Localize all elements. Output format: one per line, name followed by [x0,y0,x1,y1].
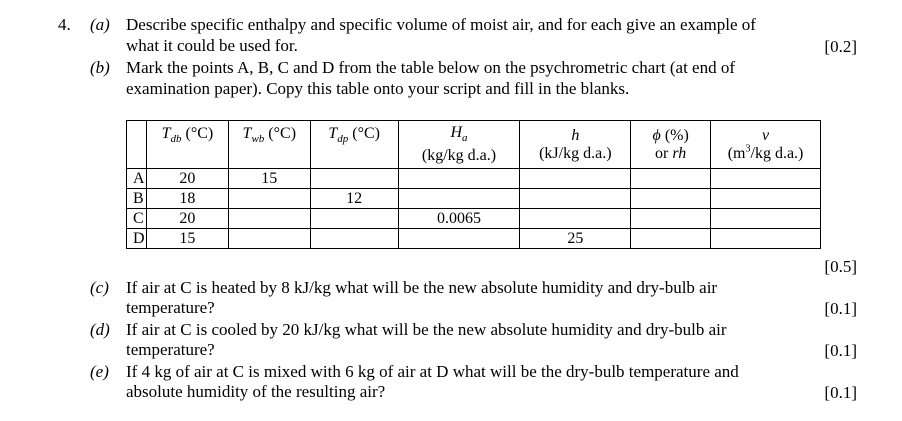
header-h: h (kJ/kg d.a.) [520,121,631,169]
table-row [127,229,821,249]
part-e-label: (e) [90,362,109,381]
cell-v [711,209,821,229]
cell-h [520,189,631,209]
part-e-line1: If 4 kg of air at C is mixed with 6 kg of air at D what will be the dry-bulb temperature and [126,362,739,381]
cell-tdb: 15 [146,229,228,249]
cell-phi [631,189,711,209]
cell-twb [228,189,310,209]
part-b-line1: Mark the points A, B, C and D from the table below on the psychrometric chart (at end of [126,58,736,77]
psychrometric-table [126,120,821,249]
part-d-marks: [0.1] [824,341,857,360]
table-row [127,209,821,229]
cell-tdp [310,209,398,229]
cell-v [711,169,821,189]
cell-phi [631,229,711,249]
table-header-row [127,121,821,169]
part-a-label: (a) [90,15,110,34]
cell-ha [398,189,520,209]
part-d-label: (d) [90,320,110,339]
part-c-label: (c) [90,278,109,297]
cell-h [520,209,631,229]
part-a-marks: [0.2] [824,37,857,56]
cell-tdp [310,169,398,189]
part-b-line2: examination paper). Copy this table onto your script and fill in the blanks. [126,79,630,98]
cell-h: 25 [520,229,631,249]
part-d-line2: temperature? [126,340,215,359]
cell-tdb: 20 [146,209,228,229]
cell-twb [228,209,310,229]
cell-ha: 0.0065 [398,209,520,229]
row-label: A [127,169,147,189]
part-b-marks: [0.5] [824,257,857,276]
cell-phi [631,209,711,229]
header-tdp: $T_{dp}$ (°C) [310,121,398,169]
header-v: v ($m^3/kg$ d.a.) [711,121,821,169]
question-number: 4. [58,15,71,34]
cell-v [711,189,821,209]
row-label: C [127,209,147,229]
cell-tdp [310,229,398,249]
part-a-line2: what it could be used for. [126,36,298,55]
header-label-col [127,121,147,169]
header-phi: ϕ (%) or rh [631,121,711,169]
table-row [127,189,821,209]
part-e-line2: absolute humidity of the resulting air? [126,382,386,401]
part-c-line1: If air at C is heated by 8 kJ/kg what will be the new absolute humidity and dry-bulb air [126,278,718,297]
cell-twb [228,229,310,249]
part-c-marks: [0.1] [824,299,857,318]
part-e-marks: [0.1] [824,383,857,402]
row-label: B [127,189,147,209]
row-label: D [127,229,147,249]
cell-ha [398,169,520,189]
header-ha: $H_a$ (kg/kg d.a.) [398,121,520,169]
part-a-line1: Describe specific enthalpy and specific volume of moist air, and for each give an example of [126,15,756,34]
cell-ha [398,229,520,249]
part-b-label: (b) [90,58,110,77]
cell-v [711,229,821,249]
part-c-line2: temperature? [126,298,215,317]
header-tdb: $T_{db}$ (°C) [146,121,228,169]
cell-tdb: 20 [146,169,228,189]
part-d-line1: If air at C is cooled by 20 kJ/kg what will be the new absolute humidity and dry-bulb air [126,320,727,339]
cell-phi [631,169,711,189]
cell-h [520,169,631,189]
table-row [127,169,821,189]
header-twb: $T_{wb}$ (°C) [228,121,310,169]
cell-twb: 15 [228,169,310,189]
cell-tdp: 12 [310,189,398,209]
cell-tdb: 18 [146,189,228,209]
